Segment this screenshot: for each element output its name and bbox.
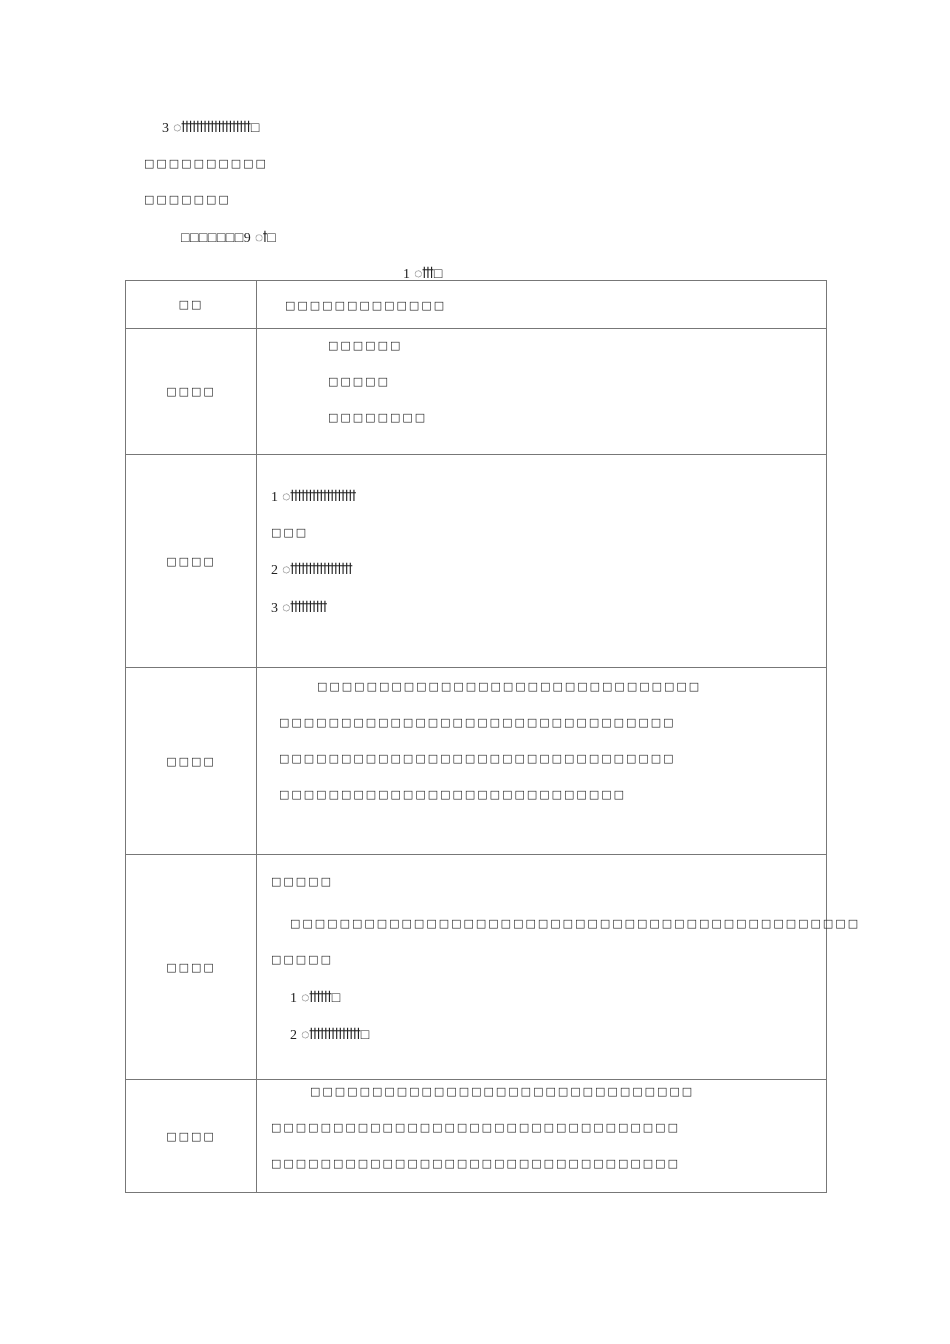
- row-content: [257, 1080, 827, 1193]
- row-line: □□□□□□□□□□□□□□□□□□□□□□□□□□□□: [279, 788, 627, 801]
- info-table: [125, 280, 861, 1193]
- row-label: □□□□: [126, 1080, 257, 1193]
- row-line: 1 ऻऻऻऻऻऻऻऻऻऻऻऻऻऻऻऻऻऻ: [271, 490, 357, 505]
- row-content: [257, 855, 861, 1080]
- table-row: [126, 455, 827, 668]
- row-line: □□□□□□□□□□□□□□□□□□□□□□□□□□□□□□□□: [279, 752, 676, 765]
- table-row: [126, 668, 827, 855]
- heading-line-2: □□□□□□□□□□: [144, 157, 268, 170]
- table-row: [126, 329, 827, 455]
- heading-line-3: □□□□□□□: [144, 193, 231, 206]
- table-row: [126, 855, 827, 1080]
- row-line: □□□□□□□□□□□□□□□□□□□□□□□□□□□□□□□: [317, 680, 702, 693]
- header-col-1: □□: [126, 281, 257, 329]
- heading-line-1: 3 ऻऻऻऻऻऻऻऻऻऻऻऻऻऻऻऻऻऻऻ□: [162, 121, 260, 136]
- row-line: 2 ऻऻऻऻऻऻऻऻऻऻऻऻऻऻऻऻऻ: [271, 563, 353, 578]
- row-label: □□□□: [126, 668, 257, 855]
- row-line: □□□□□□□□□□□□□□□□□□□□□□□□□□□□□□□: [310, 1085, 695, 1098]
- row-label: □□□□: [126, 455, 257, 668]
- row-line: □□□□□□: [328, 339, 403, 352]
- row-content: [257, 455, 827, 668]
- row-line: □□□□□□□□□□□□□□□□□□□□□□□□□□□□□□□□□: [271, 1157, 680, 1170]
- row-line: □□□□□□□□□□□□□□□□□□□□□□□□□□□□□□□□: [279, 716, 676, 729]
- row-line: 2 ऻऻऻऻऻऻऻऻऻऻऻऻऻऻ□: [290, 1028, 370, 1043]
- row-line: □□□□□: [271, 953, 333, 966]
- row-content: [257, 329, 827, 455]
- row-line: 3 ऻऻऻऻऻऻऻऻऻऻ: [271, 601, 328, 616]
- header-col-2: [257, 281, 827, 329]
- row-line: □□□□□□□□: [328, 411, 428, 424]
- table-title: 1 ऻऻऻ□: [403, 267, 443, 282]
- row-label: □□□□: [126, 329, 257, 455]
- heading-line-4: □□□□□□□9 ऻ□: [181, 231, 277, 246]
- row-line: □□□: [271, 526, 309, 539]
- row-line: □□□□□□□□□□□□□□□□□□□□□□□□□□□□□□□□□□□□□□□□□□□□□□: [290, 917, 861, 930]
- row-line: □□□□□: [271, 875, 333, 888]
- table-row: [126, 1080, 827, 1193]
- table-header-row: [126, 281, 827, 329]
- row-line: 1 ऻऻऻऻऻऻ□: [290, 991, 341, 1006]
- row-line: □□□□□: [328, 375, 390, 388]
- row-content: [257, 668, 827, 855]
- row-label: □□□□: [126, 855, 257, 1080]
- header-col-2-text: □□□□□□□□□□□□□: [285, 299, 447, 312]
- row-line: □□□□□□□□□□□□□□□□□□□□□□□□□□□□□□□□□: [271, 1121, 680, 1134]
